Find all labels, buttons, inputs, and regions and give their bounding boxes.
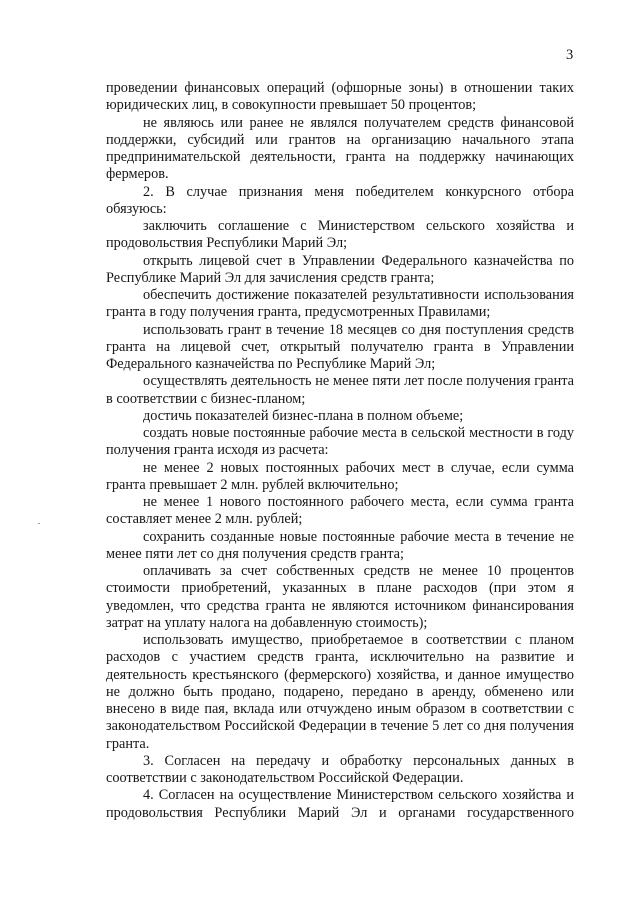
- paragraph-conclude-agreement: заключить соглашение с Министерством сельского хозяйства и продовольствия Республики Марий Эл;: [106, 218, 574, 252]
- paragraph-open-account: открыть лицевой счет в Управлении Федерального казначейства по Республике Марий Эл для зачисления средств гранта;: [106, 252, 574, 286]
- paragraph-section-4-consent: 4. Согласен на осуществление Министерством сельского хозяйства и продовольствия Республики Марий Эл и органами государственного: [106, 787, 574, 821]
- paragraph-performance-indicators: обеспечить достижение показателей результативности использования гранта в году получения гранта, предусмотренных Правилами;: [106, 287, 574, 321]
- paragraph-business-plan-indicators: достичь показателей бизнес-плана в полном объеме;: [143, 407, 464, 424]
- paragraph-create-jobs: создать новые постоянные рабочие места в сельской местности в году получения гранта исходя из расчета:: [106, 425, 574, 459]
- scan-speck: [38, 523, 40, 524]
- paragraph-no-prior-support: не являюсь или ранее не являлся получателем средств финансовой поддержки, субсидий или грантов на организацию начального этапа предпринимательской деятельности, гранта на поддержку начинающих фермеров.: [106, 114, 574, 183]
- paragraph-five-years-activity: осуществлять деятельность не менее пяти лет после получения гранта в соответствии с бизнес-планом;: [106, 373, 574, 407]
- paragraph-two-jobs: не менее 2 новых постоянных рабочих мест в случае, если сумма гранта превышает 2 млн. рублей включительно;: [106, 459, 574, 493]
- document-body: [106, 80, 574, 822]
- page-number: 3: [566, 47, 574, 63]
- paragraph-own-funds-10-percent: оплачивать за счет собственных средств не менее 10 процентов стоимости приобретений, указанных в плане расходов (при этом я уведомлен, что средства гранта не являются источником финансирования затрат на уплату налога на добавленную стоимость);: [106, 563, 574, 631]
- paragraph-use-property: использовать имущество, приобретаемое в соответствии с планом расходов с участием средств гранта, исключительно на развитие и деятельность крестьянского (фермерского) хозяйства, и данное имущество не должно быть продано, подарено, передано в аренду, обменено или внесено в виде пая, вклада или отчуждено иным образом в соответствии с законодательством Российской Федерации в течение 5 лет со дня получения гранта.: [106, 632, 574, 752]
- paragraph-one-job: не менее 1 нового постоянного рабочего места, если сумма гранта составляет менее 2 млн. рублей;: [106, 494, 574, 528]
- paragraph-section-3-personal-data: 3. Согласен на передачу и обработку персональных данных в соответствии с законодательством Российской Федерации.: [106, 752, 574, 786]
- paragraph-section-2-heading: 2. В случае признания меня победителем конкурсного отбора обязуюсь:: [106, 183, 574, 217]
- paragraph-offshore-continuation: проведении финансовых операций (офшорные зоны) в отношении таких юридических лиц, в совокупности превышает 50 процентов;: [106, 80, 574, 114]
- paragraph-keep-jobs: сохранить созданные новые постоянные рабочие места в течение не менее пяти лет со дня получения средств гранта;: [106, 528, 574, 562]
- paragraph-use-grant-18-months: использовать грант в течение 18 месяцев со дня поступления средств гранта на лицевой счет, открытый получателю гранта в Управлении Федерального казначейства по Республике Марий Эл;: [106, 321, 574, 372]
